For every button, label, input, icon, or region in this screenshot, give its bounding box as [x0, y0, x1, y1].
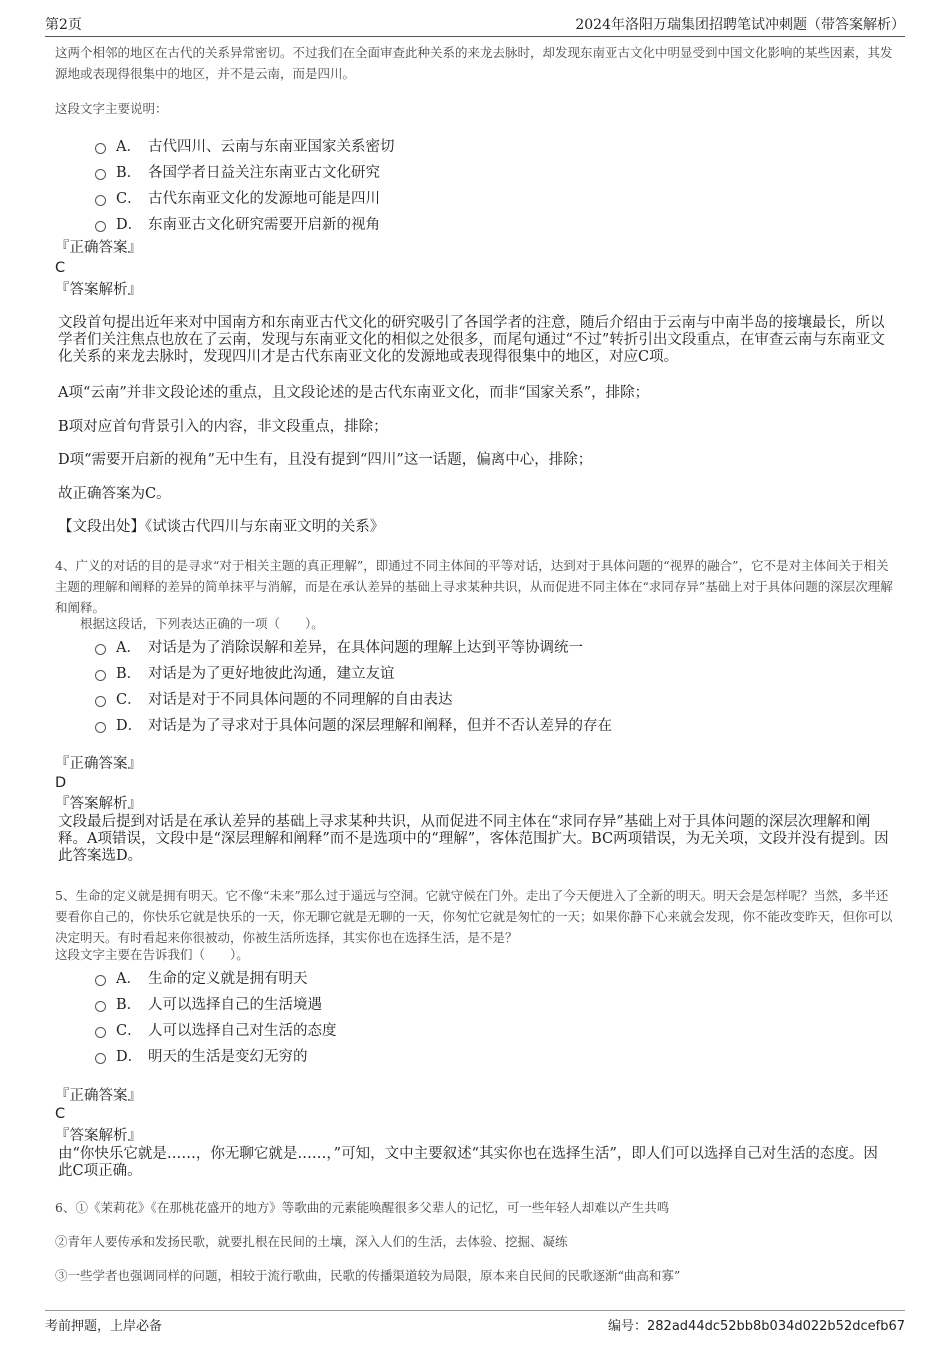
q3-source: 【文段出处】《试谈古代四川与东南亚文明的关系》: [58, 519, 385, 535]
q5-options: [95, 964, 855, 1068]
q4-option-b[interactable]: B． 对话是为了更好地彼此沟通，建立友谊: [95, 659, 855, 685]
q4-options: [95, 633, 855, 737]
q3-option-a[interactable]: A． 古代四川、云南与东南亚国家关系密切: [95, 132, 855, 158]
q3-analysis-main: 文段首句提出近年来对中国南方和东南亚古代文化的研究吸引了各国学者的注意，随后介绍由于云南与中南半岛的接壤最长，所以学者们关注焦点也放在了云南，发现与东南亚文化的相似之处很多，而尾句通过“不过”转折引出文段重点，在审查云南与东南亚文化关系的来龙去脉时，发现四川才是古代东南亚文化的发源地或表现得很集中的地区，对应C项。: [58, 315, 885, 365]
radio-icon[interactable]: [95, 1053, 106, 1064]
q5-option-a[interactable]: A． 生命的定义就是拥有明天: [95, 964, 855, 990]
q3-analysis-b: B项对应首句背景引入的内容，非文段重点，排除；: [58, 419, 388, 435]
radio-icon[interactable]: [95, 975, 106, 986]
q5-option-c[interactable]: C． 人可以选择自己对生活的态度: [95, 1016, 855, 1042]
footer-code: 编号：282ad44dc52bb8b034d022b52dcefb67: [608, 1319, 905, 1334]
radio-icon[interactable]: [95, 722, 106, 733]
radio-icon[interactable]: [95, 1001, 106, 1012]
page-header: [45, 14, 905, 37]
q5-analysis-label: 『答案解析』: [55, 1128, 142, 1144]
q5-passage: 5、生命的定义就是拥有明天。它不像“未来”那么过于遥远与空洞。它就守候在门外。走出了今天便进入了全新的明天。明天会是怎样呢？当然，多半还要看你自己的，你快乐它就是快乐的一天，你无聊它就是无聊的一天，你匆忙它就是匆忙的一天；如果你静下心来就会发现，你不能改变昨天，但你可以决定明天。有时看起来你很被动，你被生活所选择，其实你也在选择生活，是不是？: [55, 888, 893, 945]
q5-answer: C: [55, 1106, 66, 1122]
q3-option-c[interactable]: C． 古代东南亚文化的发源地可能是四川: [95, 184, 855, 210]
radio-icon[interactable]: [95, 1027, 106, 1038]
q4-answer-label: 『正确答案』: [55, 756, 142, 772]
q3-stem: 这段文字主要说明：: [55, 101, 168, 116]
q3-options: [95, 132, 855, 236]
q5-stem: 这段文字主要在告诉我们（ ）。: [55, 947, 249, 962]
radio-icon[interactable]: [95, 696, 106, 707]
q3-answer: C: [55, 260, 66, 276]
q6-line-1: 6、①《茉莉花》《在那桃花盛开的地方》等歌曲的元素能唤醒很多父辈人的记忆，可一些年轻人却难以产生共鸣: [55, 1200, 670, 1215]
q5-option-b[interactable]: B． 人可以选择自己的生活境遇: [95, 990, 855, 1016]
footer-slogan: 考前押题，上岸必备: [45, 1319, 163, 1334]
q4-option-a[interactable]: A． 对话是为了消除误解和差异，在具体问题的理解上达到平等协调统一: [95, 633, 855, 659]
page-footer: [45, 1310, 905, 1339]
q4-passage: 4、广义的对话的目的是寻求“对于相关主题的真正理解”，即通过不同主体间的平等对话，达到对于具体问题的“视界的融合”，它不是对主体间关于相关主题的理解和阐释的差异的简单抹平与消解，而是在承认差异的基础上寻求某种共识，从而促进不同主体在“求同存异”基础上对于具体问题的深层次理解和阐释。: [55, 558, 893, 615]
q5-answer-label: 『正确答案』: [55, 1088, 142, 1104]
q5-analysis: 由“你快乐它就是……，你无聊它就是……，”可知，文中主要叙述“其实你也在选择生活”，即人们可以选择自己对生活的态度。因此C项正确。: [58, 1146, 878, 1179]
q3-passage: 这两个相邻的地区在古代的关系异常密切。不过我们在全面审查此种关系的来龙去脉时，却发现东南亚古文化中明显受到中国文化影响的某些因素，其发源地或表现得很集中的地区，并不是云南，而是四川。: [55, 45, 893, 81]
radio-icon[interactable]: [95, 644, 106, 655]
document-title: 2024年洛阳万瑞集团招聘笔试冲刺题（带答案解析）: [575, 17, 905, 33]
q4-option-d[interactable]: D． 对话是为了寻求对于具体问题的深层理解和阐释，但并不否认差异的存在: [95, 711, 855, 737]
radio-icon[interactable]: [95, 670, 106, 681]
q5-option-d[interactable]: D． 明天的生活是变幻无穷的: [95, 1042, 855, 1068]
q3-option-d[interactable]: D． 东南亚古文化研究需要开启新的视角: [95, 210, 855, 236]
q3-analysis-conclusion: 故正确答案为C。: [58, 486, 171, 502]
radio-icon[interactable]: [95, 221, 106, 232]
q4-analysis: 文段最后提到对话是在承认差异的基础上寻求某种共识，从而促进不同主体在“求同存异”基础上对于具体问题的深层次理解和阐释。A项错误，文段中是“深层理解和阐释”而不是选项中的“理解”，客体范围扩大。BC两项错误，为无关项，文段并没有提到。因此答案选D。: [58, 814, 889, 864]
q4-stem: 根据这段话，下列表达正确的一项（ ）。: [80, 616, 324, 631]
radio-icon[interactable]: [95, 169, 106, 180]
q6-line-2: ②青年人要传承和发扬民歌，就要扎根在民间的土壤，深入人们的生活，去体验、挖掘、凝练: [55, 1234, 568, 1249]
q4-analysis-label: 『答案解析』: [55, 796, 142, 812]
page-number: 第2页: [45, 17, 82, 33]
q4-option-c[interactable]: C． 对话是对于不同具体问题的不同理解的自由表达: [95, 685, 855, 711]
q3-analysis-d: D项“需要开启新的视角”无中生有，且没有提到“四川”这一话题，偏离中心，排除；: [58, 452, 593, 468]
q3-answer-label: 『正确答案』: [55, 240, 142, 256]
q4-answer: D: [55, 775, 67, 791]
radio-icon[interactable]: [95, 143, 106, 154]
q3-option-b[interactable]: B． 各国学者日益关注东南亚古文化研究: [95, 158, 855, 184]
q3-analysis-a: A项“云南”并非文段论述的重点，且文段论述的是古代东南亚文化，而非“国家关系”，排除；: [58, 385, 650, 401]
q3-analysis-label: 『答案解析』: [55, 282, 142, 298]
q6-line-3: ③一些学者也强调同样的问题，相较于流行歌曲，民歌的传播渠道较为局限，原本来自民间的民歌逐渐“曲高和寡”: [55, 1268, 681, 1283]
radio-icon[interactable]: [95, 195, 106, 206]
